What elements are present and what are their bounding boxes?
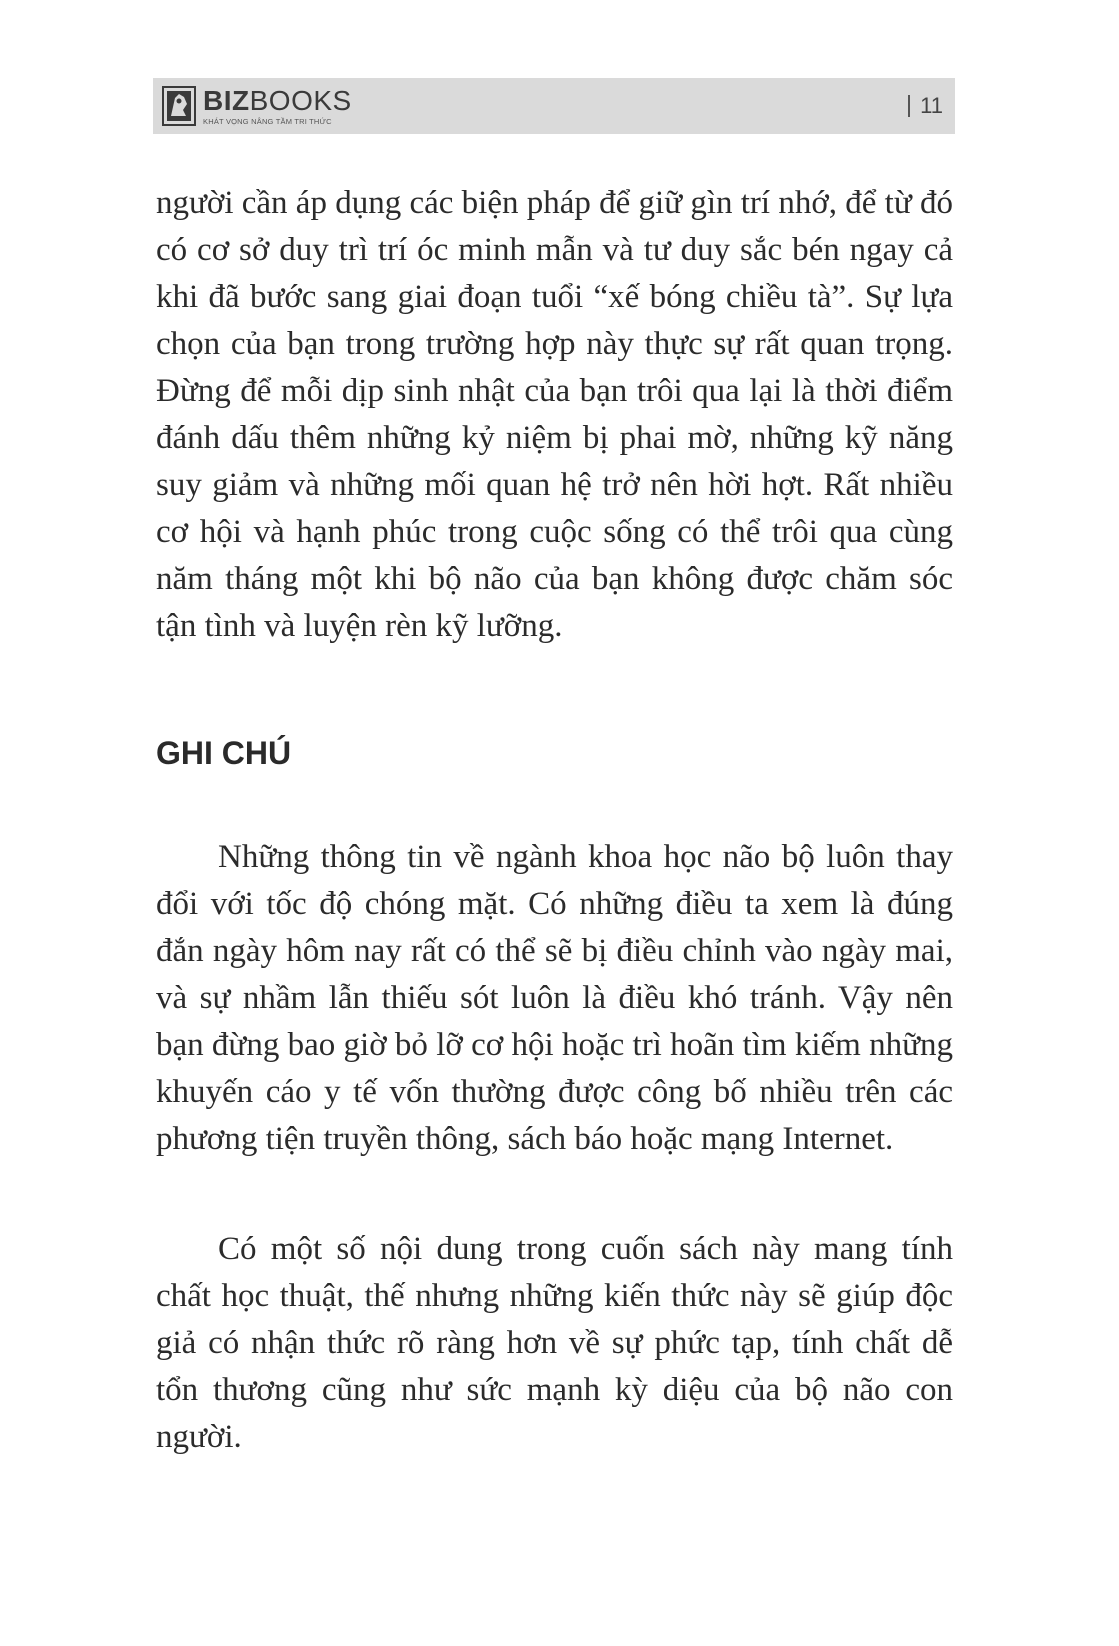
brand-text <box>203 84 352 126</box>
page-number-divider <box>908 95 910 117</box>
brand-name: BIZBOOKS <box>203 84 352 116</box>
page-number-area <box>908 93 943 119</box>
paragraph-notes-2: Có một số nội dung trong cuốn sách này mang tính chất học thuật, thế nhưng những kiến thức này sẽ giúp độc giả có nhận thức rõ ràng hơn về sự phức tạp, tính chất dễ tổn thương cũng như sức mạnh kỳ diệu của bộ não con người. <box>156 1231 953 1455</box>
bizbooks-logo-icon <box>161 86 197 126</box>
paragraph-notes-1: Những thông tin về ngành khoa học não bộ luôn thay đổi với tốc độ chóng mặt. Có những điều ta xem là đúng đắn ngày hôm nay rất có thể sẽ bị điều chỉnh vào ngày mai, và sự nhầm lẫn thiếu sót luôn là điều khó tránh. Vậy nên bạn đừng bao giờ bỏ lỡ cơ hội hoặc trì hoãn tìm kiếm những khuyến cáo y tế vốn thường được công bố nhiều trên các phương tiện truyền thông, sách báo hoặc mạng Internet. <box>156 839 953 1157</box>
paragraph-continued: người cần áp dụng các biện pháp để giữ gìn trí nhớ, để từ đó có cơ sở duy trì trí óc minh mẫn và tư duy sắc bén ngay cả khi đã bước sang giai đoạn tuổi “xế bóng chiều tà”. Sự lựa chọn của bạn trong trường hợp này thực sự rất quan trọng. Đừng để mỗi dịp sinh nhật của bạn trôi qua lại là thời điểm đánh dấu thêm những kỷ niệm bị phai mờ, những kỹ năng suy giảm và những mối quan hệ trở nên hời hợt. Rất nhiều cơ hội và hạnh phúc trong cuộc sống có thể trôi qua cùng năm tháng một khi bộ não của bạn không được chăm sóc tận tình và luyện rèn kỹ lưỡng. <box>156 185 953 644</box>
brand-tagline: KHÁT VỌNG NÂNG TẦM TRI THỨC <box>203 116 332 126</box>
page-number: 11 <box>920 93 943 118</box>
brand <box>161 86 352 126</box>
section-heading: GHI CHÚ <box>156 735 292 771</box>
page-header <box>153 78 955 134</box>
